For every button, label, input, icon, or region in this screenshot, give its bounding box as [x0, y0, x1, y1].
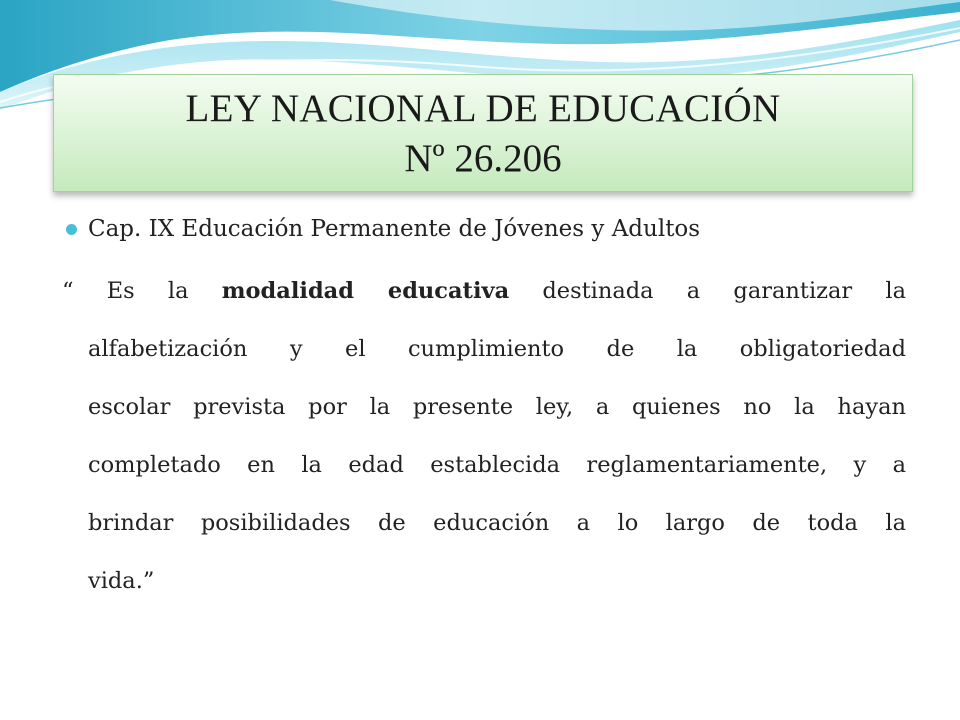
bullet-dot-icon [66, 224, 77, 235]
quote-line-1 [62, 262, 906, 320]
bullet-item [66, 212, 926, 246]
quote-line-3: escolar prevista por la presente ley, a quienes no la hayan [88, 394, 906, 420]
title-line-2: Nº 26.206 [404, 137, 562, 180]
quote-paragraph [62, 262, 906, 610]
bullet-text: Cap. IX Educación Permanente de Jóvenes y Adultos [88, 216, 701, 242]
title-line-1: LEY NACIONAL DE EDUCACIÓN [185, 87, 781, 130]
quote-line-5: brindar posibilidades de educación a lo largo de toda la [88, 510, 906, 536]
quote-line-4: completado en la edad establecida reglamentariamente, y a [88, 452, 906, 478]
quote-bold-term: modalidad educativa [221, 278, 510, 304]
quote-line-6: vida.” [88, 568, 155, 594]
title-box [53, 74, 913, 192]
quote-open: “ Es la [62, 278, 222, 304]
quote-line-2: alfabetización y el cumplimiento de la obligatoriedad [88, 336, 906, 362]
quote-line-1-rest: destinada a garantizar la [509, 278, 906, 304]
